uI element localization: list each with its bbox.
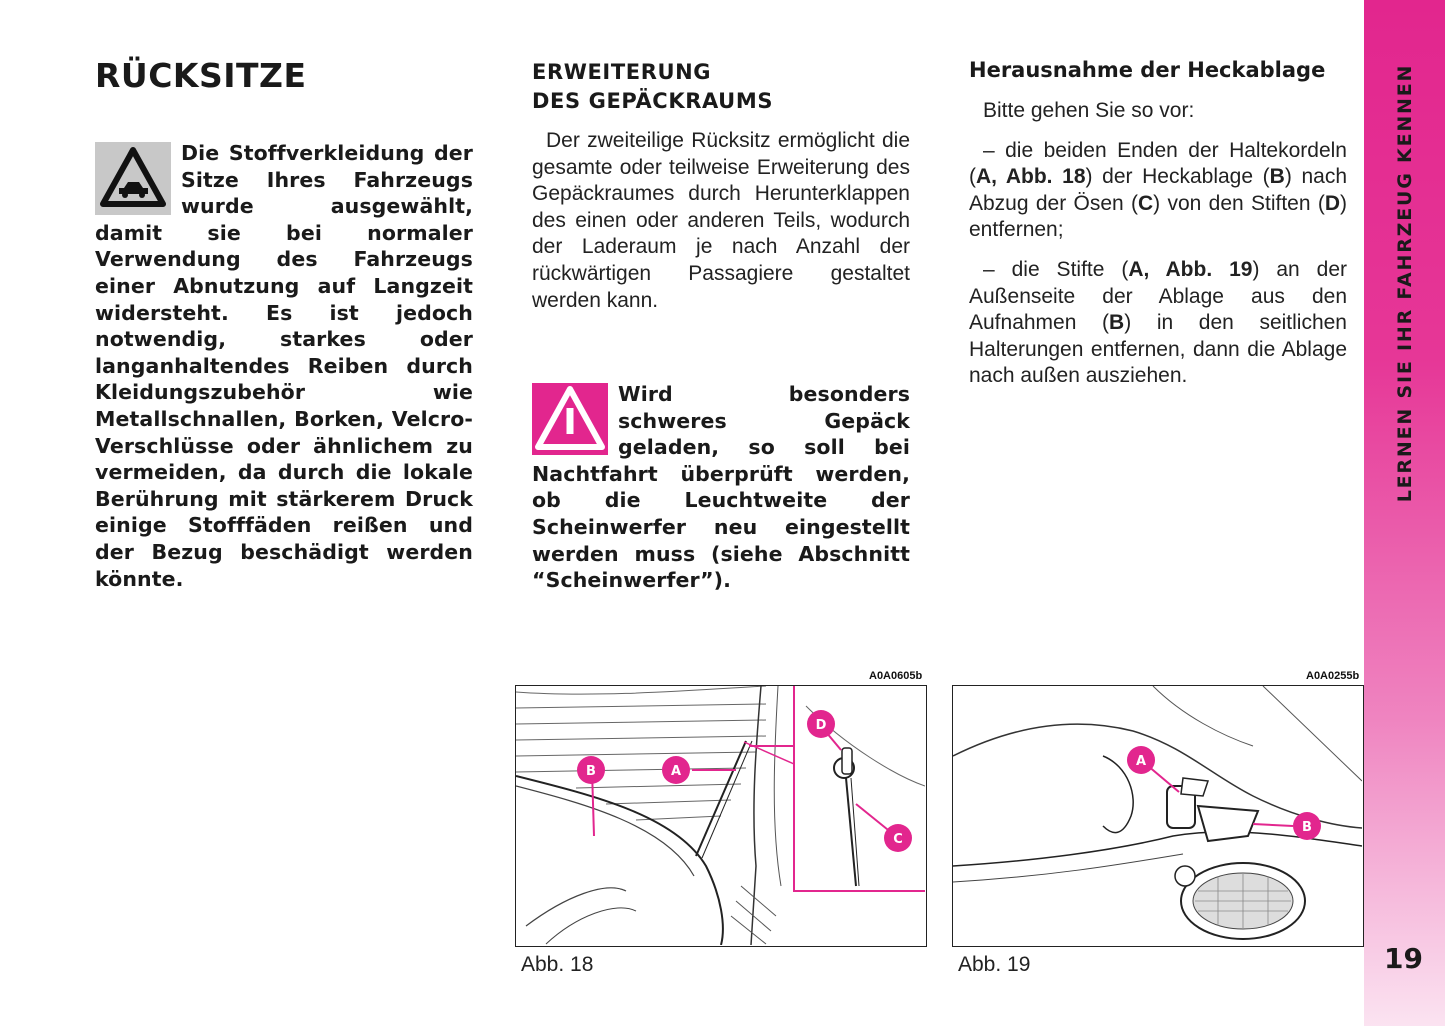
svg-text:A: A bbox=[670, 764, 682, 779]
svg-text:A: A bbox=[1135, 754, 1147, 769]
page-number: 19 bbox=[1384, 942, 1423, 975]
seat-fabric-note-text: Die Stoffverkleidung der Sitze Ihres Fahrzeugs wurde ausgewählt, damit sie bei normaler Verwendung des Fahrzeugs einer Abnutzung auf Langzeit widersteht. Es ist jedoch notwendig, starkes oder langanhaltendes Reiben durch Kleidungszubehör wie Metallschnallen, Borken, Velcro-Verschlüsse oder ähnlichem zu vermeiden, da durch die lokale Berührung mit stärkerem Druck einige Stofffäden reißen und der Bezug beschädigt werden könnte. bbox=[95, 141, 473, 591]
svg-text:B: B bbox=[586, 764, 596, 779]
parcel-shelf-instructions bbox=[969, 98, 1347, 403]
section-title-line1: ERWEITERUNG bbox=[532, 60, 712, 84]
svg-text:B: B bbox=[1302, 820, 1312, 835]
figure-18-illustration bbox=[515, 685, 927, 947]
callout-d-fig18 bbox=[807, 710, 835, 738]
callout-a-fig18 bbox=[662, 756, 690, 784]
svg-text:D: D bbox=[815, 718, 827, 733]
callout-c-fig18 bbox=[884, 824, 912, 852]
section-title-line2: DES GEPÄCKRAUMS bbox=[532, 89, 774, 113]
chapter-title: LERNEN SIE IHR FAHRZEUG KENNEN bbox=[1394, 63, 1416, 503]
car-seat-warning-icon bbox=[95, 142, 171, 215]
figure-19-code: A0A0255b bbox=[1306, 670, 1360, 682]
luggage-warning-text: Wird besonders schweres Gepäck geladen, so soll bei Nachtfahrt überprüft werden, ob die Leuchtweite der Scheinwerfer neu eingestellt werden muss (siehe Abschnitt “Scheinwerfer”). bbox=[532, 382, 910, 593]
figure-18-caption: Abb. 18 bbox=[521, 953, 594, 976]
svg-text:C: C bbox=[893, 832, 903, 847]
section-title-erweiterung bbox=[532, 58, 773, 116]
luggage-warning-note bbox=[532, 381, 910, 594]
callout-b-fig18 bbox=[577, 756, 605, 784]
luggage-body-text: Der zweiteilige Rücksitz ermöglicht die gesamte oder teilweise Erweiterung des Gepäckraumes durch Herunterklappen des einen oder anderen Teils, wodurch der Laderaum je nach Anzahl der rückwärtigen Passagiere gestaltet werden kann. bbox=[532, 129, 910, 312]
section-title-heckablage: Herausnahme der Heckablage bbox=[969, 58, 1326, 82]
callout-a-fig19 bbox=[1127, 746, 1155, 774]
instructions-intro: Bitte gehen Sie so vor: bbox=[983, 99, 1195, 122]
figure-19-caption: Abb. 19 bbox=[958, 953, 1031, 976]
instruction-step-2: – die Stifte (A, Abb. 19) an der Außenseite der Ablage aus den Aufnahmen (B) in den seitlichen Halterungen entfernen, dann die Ablage nach außen ausziehen. bbox=[969, 257, 1347, 388]
seat-fabric-note bbox=[95, 140, 473, 592]
instruction-step-1: – die beiden Enden der Haltekordeln (A, Abb. 18) der Heckablage (B) nach Abzug der Ösen (C) von den Stiften (D) entfernen; bbox=[969, 138, 1348, 242]
figure-19-illustration bbox=[952, 685, 1364, 947]
warning-triangle-icon bbox=[532, 383, 608, 455]
figure-18-code: A0A0605b bbox=[869, 670, 923, 682]
section-title-ruecksitze: RÜCKSITZE bbox=[95, 56, 307, 95]
callout-b-fig19 bbox=[1293, 812, 1321, 840]
